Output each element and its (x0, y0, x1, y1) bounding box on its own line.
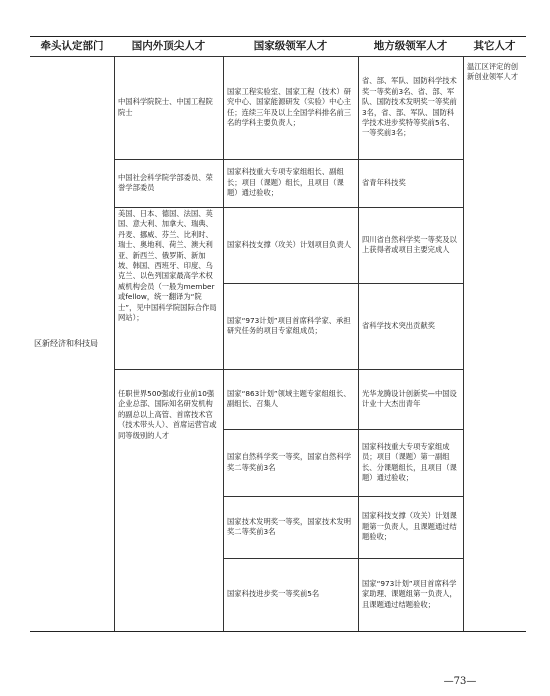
header-other-talent: 其它人才 (473, 40, 516, 52)
header-local-talent: 地方级领军人才 (373, 40, 448, 52)
national-talent-item: 国家科技进步奖一等奖前5名 (227, 589, 320, 599)
page-number: —73— (443, 676, 477, 687)
local-talent-item: 国家科技支撑（攻关）计划课题第一负责人，且课题通过结题验收； (362, 511, 457, 542)
top-talent-cell (118, 209, 218, 369)
national-talent-item: 国家科技重大专项专家组组长、副组长；项目（课题）组长，且项目（课题）通过验收； (227, 167, 344, 198)
local-talent-item: 省科学技术突出贡献奖 (362, 320, 435, 330)
national-talent-item: 国家自然科学奖一等奖，国家自然科学奖二等奖前3名 (227, 452, 352, 472)
top-talent-item: 中国科学院院士、中国工程院院士 (118, 97, 213, 117)
col-divider (463, 56, 464, 631)
top-talent-cell (118, 389, 218, 499)
col-divider (358, 56, 359, 631)
local-talent-cell (362, 56, 459, 159)
local-talent-item: 国家科技重大专项专家组成员；项目（课题）第一副组长、分课题组长，且项目（课题）通过验收； (362, 441, 457, 482)
local-talent-cell (362, 429, 459, 496)
local-talent-item: 四川省自然科学奖一等奖及以上获得者或项目主要完成人 (362, 234, 457, 254)
local-talent-cell (362, 369, 459, 429)
top-talent-cell (118, 159, 218, 207)
national-talent-item: 国家技术发明奖一等奖，国家技术发明奖二等奖前3名 (227, 516, 352, 536)
top-talent-item: 任职世界500强或行业前10强企业总部、国际知名研发机构的副总以上高管、首席技术官（技术带头人）、首席运营官或同等级别的人才 (118, 389, 217, 440)
local-talent-item: 国家“973计划”项目首席科学家助理、课题组第一负责人，且课题通过结题验收； (362, 578, 457, 609)
national-talent-cell (227, 159, 354, 207)
col-divider (114, 56, 115, 631)
national-talent-cell (227, 558, 354, 631)
other-talent-item: 温江区评定的创新创业领军人才 (467, 62, 519, 82)
table-bottom-border (30, 631, 526, 632)
national-talent-cell (227, 207, 354, 283)
header-top-talent: 国内外顶尖人才 (131, 40, 206, 52)
national-talent-cell (227, 283, 354, 369)
local-talent-cell (362, 558, 459, 631)
local-talent-cell (362, 159, 459, 207)
header-department: 牵头认定部门 (40, 40, 104, 52)
col-divider (223, 56, 224, 631)
local-talent-item: 光华龙腾设计创新奖—中国设计业十大杰出青年 (362, 388, 457, 408)
top-talent-cell (118, 56, 218, 159)
national-talent-cell (227, 429, 354, 496)
local-talent-cell (362, 283, 459, 369)
header-national-talent: 国家级领军人才 (253, 40, 328, 52)
national-talent-item: 国家“973计划”项目首席科学家、承担研究任务的项目专家组成员； (227, 315, 351, 335)
local-talent-item: 省青年科技奖 (362, 177, 406, 187)
local-talent-cell (362, 496, 459, 558)
national-talent-cell (227, 369, 354, 429)
local-talent-cell (362, 207, 459, 283)
national-talent-cell (227, 56, 354, 159)
national-talent-item: 国家“863计划”领域主题专家组组长、副组长、召集人 (227, 388, 351, 408)
national-talent-cell (227, 496, 354, 558)
national-talent-item: 国家科技支撑（攻关）计划项目负责人 (227, 239, 352, 249)
department-name: 区新经济和科技局 (34, 338, 98, 348)
top-talent-item: 中国社会科学院学部委员、荣誉学部委员 (118, 172, 213, 192)
local-talent-item: 省、部、军队、国防科学技术奖一等奖前3名、省、部、军队、国防技术发明奖一等奖前3名，省、部、军队、国防科学技术进步奖特等奖前5名、一等奖前3名； (362, 76, 457, 138)
other-talent-cell (467, 62, 523, 122)
national-talent-item: 国家工程实验室、国家工程（技术）研究中心、国家能源研发（实验）中心主任；连续三年及以上全国学科排名前三名的学科主要负责人； (227, 86, 352, 127)
department-cell (34, 56, 110, 631)
top-talent-item: 美国、日本、德国、法国、英国、意大利、加拿大、瑞典、丹麦、挪威、芬兰、比利时、瑞士、奥地利、荷兰、澳大利亚、新西兰、俄罗斯、新加坡、韩国、西班牙、印度、乌克兰、以色列国家最高学术权威机构会员（一般为member或fellow，统一翻译为“院士”，见中国科学院国际合作局网站）； (118, 209, 217, 323)
